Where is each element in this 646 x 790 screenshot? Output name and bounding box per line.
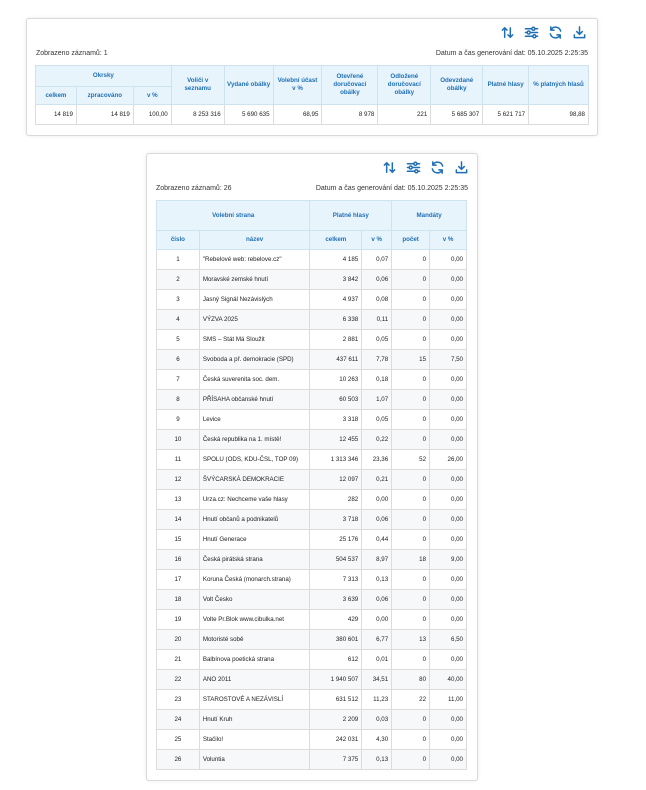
table-cell: 24 [157,710,200,730]
download-icon[interactable] [453,159,469,175]
table-cell: 40,00 [430,670,467,690]
col-header: celkem [36,87,77,105]
col-header: Vydané obálky [224,66,273,105]
col-header: Volební účast v % [273,66,322,105]
table-cell: 4 185 [310,250,362,270]
table-row [157,490,467,510]
group-header-party: Volební strana [157,201,310,231]
table-row [157,410,467,430]
table-cell: 0,03 [362,710,392,730]
table-cell: ŠVÝCARSKÁ DEMOKRACIE [199,470,310,490]
table-cell: 26,00 [430,450,467,470]
table-cell: 17 [157,570,200,590]
col-header: Odložené doručovací obálky [378,66,431,105]
table-row [157,430,467,450]
generated-timestamp: Datum a čas generování dat: 05.10.2025 2:25:35 [435,50,588,57]
col-header-mandates-pct: v % [430,231,467,250]
table-cell: 3 718 [310,510,362,530]
table-cell: 0,22 [362,430,392,450]
table-cell: 52 [392,450,430,470]
table-cell: 18 [157,590,200,610]
table-cell: 0,00 [430,610,467,630]
table-row [157,530,467,550]
table-cell: 0 [392,430,430,450]
table-cell: 1,07 [362,390,392,410]
table-cell: Česká suverenita soc. dem. [199,370,310,390]
table-cell: 0,00 [430,530,467,550]
table-cell: 25 [157,730,200,750]
table-row [157,610,467,630]
parties-table-body [157,250,467,770]
table-cell: 0,05 [362,330,392,350]
sort-icon[interactable] [499,24,515,40]
table-cell: 3 639 [310,590,362,610]
table-row [157,590,467,610]
table-cell: 3 842 [310,270,362,290]
table-row [36,105,589,125]
table-cell: 14 819 [36,105,77,125]
records-count: Zobrazeno záznamů: 1 [36,50,108,57]
table-cell: 0,06 [362,270,392,290]
table-cell: 4,30 [362,730,392,750]
col-header-votes-total: celkem [310,231,362,250]
table-cell: 429 [310,610,362,630]
table-cell: 7 375 [310,750,362,770]
table-cell: 0 [392,730,430,750]
table-cell: 3 318 [310,410,362,430]
table-cell: 0,01 [362,650,392,670]
table-cell: 0 [392,310,430,330]
table-cell: 0,21 [362,470,392,490]
table-cell: 282 [310,490,362,510]
table-cell: VÝZVA 2025 [199,310,310,330]
table-cell: 0,00 [430,270,467,290]
table-cell: 0 [392,250,430,270]
table-cell: 612 [310,650,362,670]
table-row [157,730,467,750]
table-cell: Česká republika na 1. místě! [199,430,310,450]
table-cell: 3 [157,290,200,310]
table-row [157,310,467,330]
table-cell: 1 940 507 [310,670,362,690]
table-cell: 2 881 [310,330,362,350]
table-cell: 5 621 717 [483,105,529,125]
table-cell: 0,00 [430,650,467,670]
table-cell: 1 [157,250,200,270]
table-cell: Hnutí Generace [199,530,310,550]
table-cell: 0 [392,590,430,610]
table-cell: 11,00 [430,690,467,710]
table-cell: 20 [157,630,200,650]
filter-icon[interactable] [523,24,539,40]
table-cell: 0 [392,390,430,410]
table-cell: 504 537 [310,550,362,570]
table-cell: Stačilo! [199,730,310,750]
table-cell: Svoboda a př. demokracie (SPD) [199,350,310,370]
parties-panel [146,153,478,781]
table-cell: 0,00 [430,590,467,610]
col-header: Otevřené doručovací obálky [322,66,378,105]
table-row [157,690,467,710]
table-cell: 13 [157,490,200,510]
table-cell: 1 313 346 [310,450,362,470]
col-header-mandates-count: počet [392,231,430,250]
table-row [157,510,467,530]
group-header-okrsky: Okrsky [36,66,172,87]
table-cell: 0,44 [362,530,392,550]
download-icon[interactable] [571,24,587,40]
table-row [157,390,467,410]
group-header-votes: Platné hlasy [310,201,392,231]
col-header: Platné hlasy [483,66,529,105]
table-cell: 21 [157,650,200,670]
summary-toolbar [499,24,587,40]
summary-panel [26,18,598,136]
table-row [157,290,467,310]
table-cell: 9,00 [430,550,467,570]
table-cell: 0,06 [362,510,392,530]
table-cell: 0 [392,410,430,430]
col-header: Odevzdané obálky [431,66,483,105]
table-row [157,450,467,470]
table-cell: 8 253 316 [171,105,224,125]
table-cell: 5 685 307 [431,105,483,125]
table-cell: 7 [157,370,200,390]
table-cell: 18 [392,550,430,570]
table-row [157,550,467,570]
table-cell: 0,00 [430,570,467,590]
table-row [157,350,467,370]
table-row [157,250,467,270]
table-cell: 6,77 [362,630,392,650]
group-header-mandates: Mandáty [392,201,467,231]
table-cell: Moravské zemské hnutí [199,270,310,290]
table-cell: 23 [157,690,200,710]
table-cell: 8,97 [362,550,392,570]
col-header-votes-pct: v % [362,231,392,250]
table-cell: 11 [157,450,200,470]
sort-icon[interactable] [381,159,397,175]
table-cell: 23,36 [362,450,392,470]
table-cell: Motoristé sobě [199,630,310,650]
table-row [157,570,467,590]
refresh-icon[interactable] [429,159,445,175]
table-cell: 9 [157,410,200,430]
refresh-icon[interactable] [547,24,563,40]
table-cell: 14 819 [76,105,133,125]
table-cell: 12 097 [310,470,362,490]
table-cell: 19 [157,610,200,630]
table-cell: 2 209 [310,710,362,730]
table-cell: 0,08 [362,290,392,310]
table-cell: Balbínova poetická strana [199,650,310,670]
table-cell: 0,06 [362,590,392,610]
table-cell: SMS – Stát Má Sloužit [199,330,310,350]
table-row [157,670,467,690]
table-cell: 242 031 [310,730,362,750]
table-cell: Koruna Česká (monarch.strana) [199,570,310,590]
table-cell: 26 [157,750,200,770]
table-cell: 0,00 [430,250,467,270]
table-cell: 98,88 [529,105,589,125]
table-cell: 4 [157,310,200,330]
table-cell: 15 [157,530,200,550]
table-cell: 0,00 [430,750,467,770]
table-cell: SPOLU (ODS, KDU-ČSL, TOP 09) [199,450,310,470]
table-row [157,470,467,490]
filter-icon[interactable] [405,159,421,175]
table-cell: 0,11 [362,310,392,330]
table-cell: 6 [157,350,200,370]
col-header: zpracováno [76,87,133,105]
table-cell: 12 455 [310,430,362,450]
table-cell: 0 [392,650,430,670]
table-cell: 0,13 [362,570,392,590]
table-cell: Volte Pr.Blok www.cibulka.net [199,610,310,630]
table-cell: 10 263 [310,370,362,390]
table-row [157,650,467,670]
parties-table [156,200,467,770]
table-cell: 100,00 [133,105,171,125]
table-cell: 0,00 [362,490,392,510]
table-row [157,270,467,290]
table-cell: 80 [392,670,430,690]
table-row [157,710,467,730]
table-cell: Volt Česko [199,590,310,610]
table-cell: 0,00 [430,390,467,410]
table-cell: 0,00 [430,710,467,730]
table-cell: 0 [392,330,430,350]
table-cell: 14 [157,510,200,530]
table-cell: 0 [392,570,430,590]
table-cell: 0,00 [362,610,392,630]
table-cell: 0,00 [430,430,467,450]
table-cell: 6 338 [310,310,362,330]
table-cell: Česká pirátská strana [199,550,310,570]
col-header: % platných hlasů [529,66,589,105]
table-cell: 15 [392,350,430,370]
table-cell: 0 [392,270,430,290]
table-cell: 0,00 [430,510,467,530]
parties-toolbar [381,159,469,175]
table-cell: Hnutí Kruh [199,710,310,730]
table-cell: Hnutí občanů a podnikatelů [199,510,310,530]
table-cell: 0,07 [362,250,392,270]
table-cell: 68,95 [273,105,322,125]
table-cell: 5 [157,330,200,350]
table-row [157,370,467,390]
table-cell: 12 [157,470,200,490]
table-cell: PŘÍSAHA občanské hnutí [199,390,310,410]
table-cell: 11,23 [362,690,392,710]
table-cell: 0,18 [362,370,392,390]
table-cell: Levice [199,410,310,430]
table-cell: 380 601 [310,630,362,650]
table-cell: 2 [157,270,200,290]
table-row [157,630,467,650]
table-cell: 6,50 [430,630,467,650]
table-cell: 0 [392,370,430,390]
table-cell: 631 512 [310,690,362,710]
table-cell: 8 [157,390,200,410]
table-cell: 0 [392,530,430,550]
table-cell: 0,00 [430,370,467,390]
table-cell: 0,00 [430,310,467,330]
table-cell: 60 503 [310,390,362,410]
table-cell: 0,05 [362,410,392,430]
table-cell: 0 [392,490,430,510]
table-cell: 22 [392,690,430,710]
table-cell: 0 [392,750,430,770]
table-row [157,330,467,350]
table-cell: 0 [392,510,430,530]
table-cell: 0,00 [430,490,467,510]
table-cell: 16 [157,550,200,570]
table-cell: 437 611 [310,350,362,370]
table-cell: 221 [378,105,431,125]
table-cell: 22 [157,670,200,690]
table-cell: 13 [392,630,430,650]
col-header-name: název [199,231,310,250]
table-cell: 0 [392,290,430,310]
table-cell: 7,50 [430,350,467,370]
table-cell: STAROSTOVÉ A NEZÁVISLÍ [199,690,310,710]
records-count: Zobrazeno záznamů: 26 [156,185,232,192]
table-cell: 5 690 635 [224,105,273,125]
table-cell: 0 [392,470,430,490]
table-cell: 7,78 [362,350,392,370]
table-row [157,750,467,770]
table-cell: 0,00 [430,290,467,310]
table-cell: Jasný Signál Nezávislých [199,290,310,310]
table-cell: 10 [157,430,200,450]
table-cell: 4 937 [310,290,362,310]
table-cell: 34,51 [362,670,392,690]
table-cell: 0,00 [430,470,467,490]
table-cell: 0 [392,710,430,730]
table-cell: 8 978 [322,105,378,125]
table-cell: ANO 2011 [199,670,310,690]
generated-timestamp: Datum a čas generování dat: 05.10.2025 2:25:35 [315,185,468,192]
table-cell: 0,13 [362,750,392,770]
table-cell: 0,00 [430,330,467,350]
table-cell: Voluntia [199,750,310,770]
col-header: Voliči v seznamu [171,66,224,105]
table-cell: 0 [392,610,430,630]
summary-table [35,65,589,125]
table-cell: 25 176 [310,530,362,550]
table-cell: "Rebelové web: rebelove.cz" [199,250,310,270]
col-header-number: číslo [157,231,200,250]
table-cell: 0,00 [430,410,467,430]
table-cell: Urza.cz: Nechceme vaše hlasy [199,490,310,510]
table-cell: 0,00 [430,730,467,750]
table-cell: 7 313 [310,570,362,590]
col-header: v % [133,87,171,105]
